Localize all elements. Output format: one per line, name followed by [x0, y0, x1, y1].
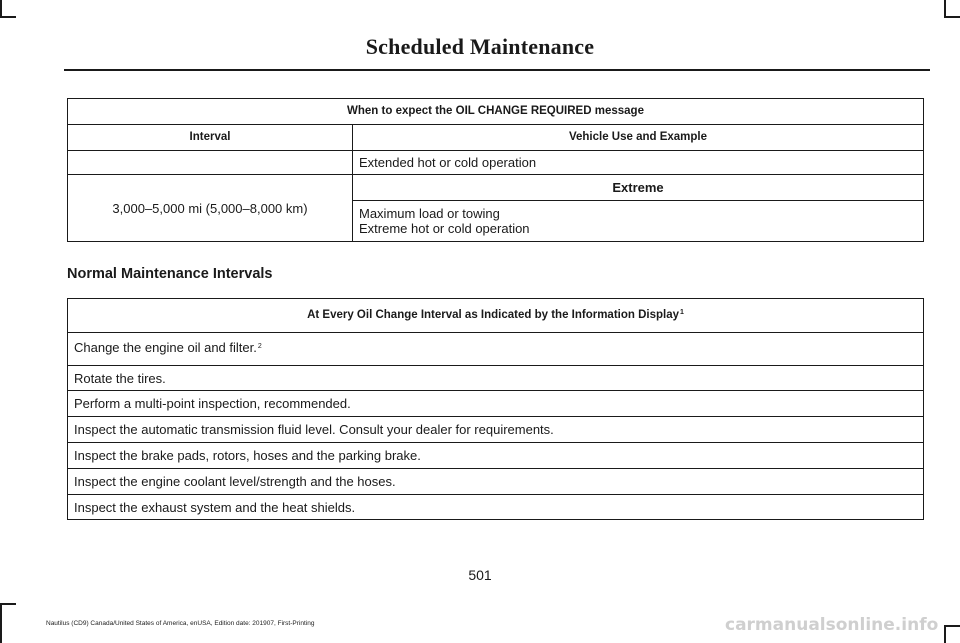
- maintenance-item: Inspect the exhaust system and the heat shields.: [68, 495, 924, 520]
- extreme-example-load: Maximum load or towing: [359, 206, 500, 221]
- interval-value: 3,000–5,000 mi (5,000–8,000 km): [68, 175, 353, 242]
- maintenance-item-footnote: 2: [257, 343, 262, 350]
- maintenance-table-caption: [68, 299, 924, 333]
- vehicle-use-extreme-examples: [353, 201, 924, 242]
- caption-text: At Every Oil Change Interval as Indicated by the Information Display: [307, 308, 680, 321]
- maintenance-item: Inspect the automatic transmission fluid level. Consult your dealer for requirements.: [68, 417, 924, 443]
- extreme-example-temperature: Extreme hot or cold operation: [359, 221, 530, 236]
- maintenance-item: Rotate the tires.: [68, 366, 924, 391]
- maintenance-item: Perform a multi-point inspection, recommended.: [68, 391, 924, 417]
- maintenance-item-text: Change the engine oil and filter.: [74, 340, 257, 355]
- watermark: carmanualsonline.info: [725, 615, 939, 635]
- vehicle-use-extended: Extended hot or cold operation: [353, 151, 924, 175]
- crop-mark: [944, 16, 960, 18]
- column-header-vehicle-use: Vehicle Use and Example: [353, 125, 924, 151]
- maintenance-interval-table: [67, 298, 924, 520]
- oil-table-caption: When to expect the OIL CHANGE REQUIRED message: [68, 99, 924, 125]
- crop-mark: [0, 603, 2, 643]
- oil-change-table: [67, 98, 924, 242]
- vehicle-use-extreme-label: Extreme: [353, 175, 924, 201]
- page-number: 501: [468, 567, 492, 583]
- section-heading: Normal Maintenance Intervals: [67, 266, 273, 282]
- maintenance-item: Inspect the engine coolant level/strength and the hoses.: [68, 469, 924, 495]
- crop-mark: [944, 625, 960, 627]
- caption-footnote: 1: [680, 308, 684, 316]
- crop-mark: [944, 625, 946, 643]
- crop-mark: [0, 603, 16, 605]
- column-header-interval: Interval: [68, 125, 353, 151]
- page-title: Scheduled Maintenance: [365, 34, 595, 59]
- title-divider: [64, 69, 930, 71]
- crop-mark: [0, 16, 16, 18]
- maintenance-item: [68, 333, 924, 366]
- footer-edition-info: Nautilus (CD9) Canada/United States of America, enUSA, Edition date: 201907, First-Printing: [46, 620, 315, 627]
- maintenance-item: Inspect the brake pads, rotors, hoses and the parking brake.: [68, 443, 924, 469]
- interval-cell-empty: [68, 151, 353, 175]
